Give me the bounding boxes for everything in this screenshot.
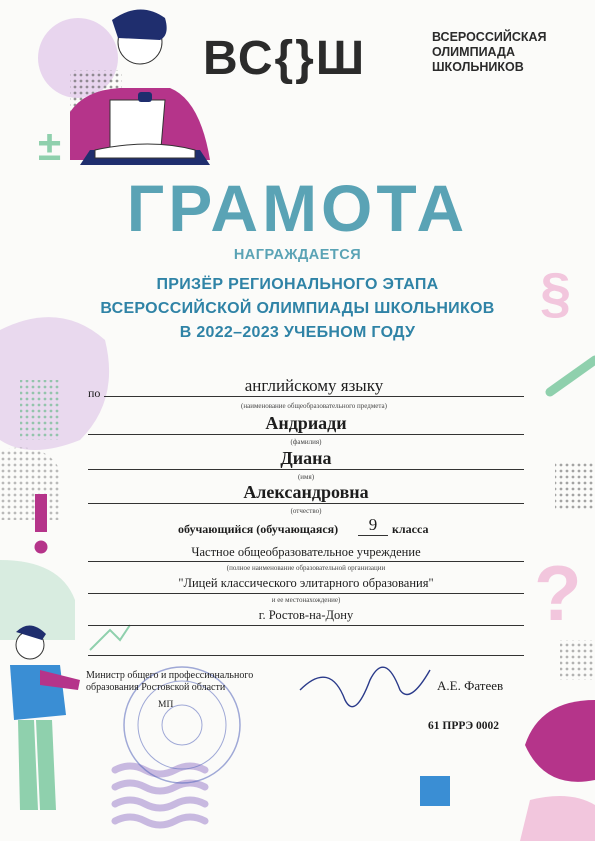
- org-name-line: [88, 593, 524, 594]
- name-caption: (имя): [297, 473, 315, 481]
- grade-line: [358, 535, 388, 536]
- signature-scribble: [300, 667, 430, 707]
- po-label: по: [88, 386, 101, 400]
- olympiad-logo-text: ВСЕРОССИЙСКАЯ ОЛИМПИАДА ШКОЛЬНИКОВ: [432, 30, 547, 74]
- name-line: [88, 469, 524, 470]
- surname-caption: (фамилия): [290, 438, 322, 446]
- patronymic-line: [88, 503, 524, 504]
- certificate-title: ГРАМОТА: [126, 171, 469, 245]
- prize-line-1: ПРИЗЁР РЕГИОНАЛЬНОГО ЭТАПА: [156, 276, 439, 293]
- org-caption: (полное наименование образовательной организации: [226, 564, 386, 572]
- student-label: обучающийся (обучающаяся): [178, 522, 339, 536]
- prize-line-2: ВСЕРОССИЙСКОЙ ОЛИМПИАДЫ ШКОЛЬНИКОВ: [100, 300, 495, 317]
- wave-decoration: [115, 766, 205, 825]
- signer-name: А.Е. Фатеев: [437, 678, 504, 693]
- svg-text:±: ±: [38, 122, 62, 169]
- svg-text:?: ?: [534, 549, 582, 637]
- surname-line: [88, 434, 524, 435]
- svg-text:§: §: [540, 261, 572, 324]
- city-line: [88, 625, 524, 626]
- org-type-value: Частное общеобразовательное учреждение: [191, 545, 421, 559]
- blank-line: [88, 655, 524, 656]
- name-value: Диана: [280, 448, 332, 468]
- reading-person-illustration: [38, 9, 210, 165]
- city-value: г. Ростов-на-Дону: [258, 608, 354, 622]
- presenter-illustration: [10, 625, 130, 810]
- patronymic-caption: (отчество): [290, 507, 322, 515]
- olympiad-logo-mark: ВС{}Ш: [203, 32, 367, 85]
- signatory-position: Министр общего и профессионального образования Ростовской области: [86, 670, 254, 693]
- org-name-value: "Лицей классического элитарного образования": [178, 576, 434, 590]
- subject-caption: (наименование общеобразовательного предмета): [241, 402, 387, 410]
- subject-value: английскому языку: [244, 376, 384, 395]
- grade-suffix: класса: [392, 522, 429, 536]
- surname-value: Андриади: [265, 413, 347, 433]
- prize-line-3: В 2022–2023 УЧЕБНОМ ГОДУ: [179, 324, 416, 341]
- subject-line: [104, 396, 524, 397]
- location-caption: и ее местонахождение): [271, 596, 341, 604]
- org-type-line: [88, 561, 524, 562]
- patronymic-value: Александровна: [243, 482, 369, 502]
- grade-value: 9: [368, 515, 378, 534]
- award-label: НАГРАЖДАЕТСЯ: [233, 247, 362, 263]
- mp-label: МП: [158, 700, 174, 710]
- document-number: 61 ПРРЭ 0002: [428, 720, 500, 732]
